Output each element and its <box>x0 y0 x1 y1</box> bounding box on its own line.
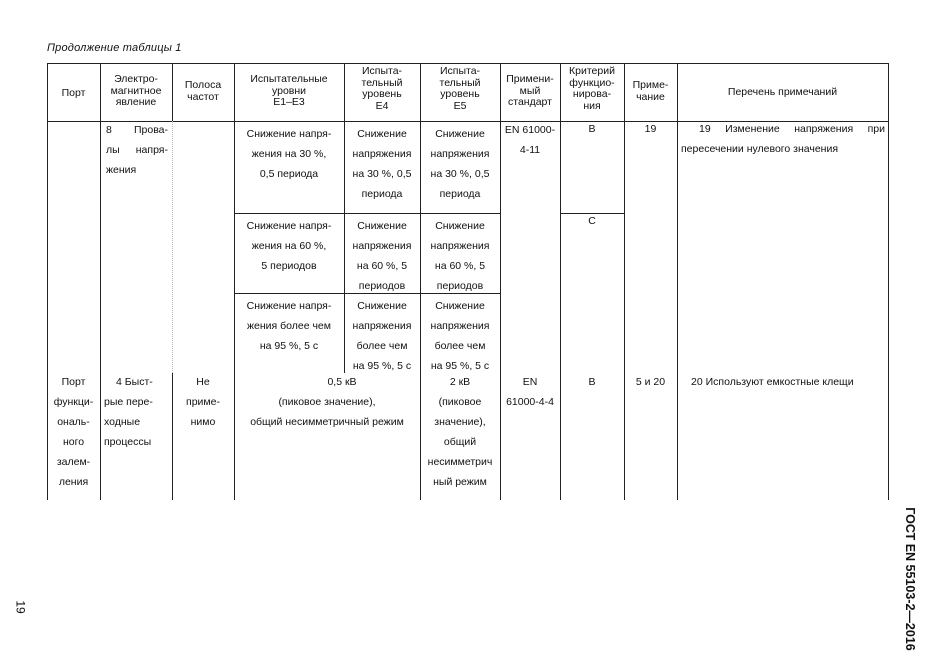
header-line: Испытательные <box>250 73 328 85</box>
cell-line: общий несимметричный режим <box>250 416 404 428</box>
row1-sub3-e5 <box>420 296 500 376</box>
header-line: Испыта- <box>439 65 481 77</box>
row1-note: 19 <box>644 123 657 135</box>
header-line: функцио- <box>569 76 615 89</box>
header-notes-list: Перечень примечаний <box>727 86 838 98</box>
header-band-line: частот <box>187 90 219 103</box>
cell-line: 8 Прова- <box>106 124 168 136</box>
sub-row-divider-1 <box>234 213 500 214</box>
cell-line: EN 61000- <box>504 124 556 136</box>
row2-band <box>172 372 234 432</box>
row1-sub2-e5 <box>420 216 500 296</box>
cell-line: напряжения <box>352 148 412 160</box>
cell-line: 19 Изменение напряжения при <box>699 123 885 135</box>
cell-line: напряжения <box>430 148 490 160</box>
document-title-vertical: ГОСТ EN 55103-2—2016 <box>902 507 917 651</box>
cell-line: периодов <box>436 280 484 292</box>
cell-line: нимо <box>190 416 216 428</box>
cell-line: на 60 %, 5 <box>434 260 486 272</box>
header-phenomenon-line: явление <box>115 96 157 108</box>
cell-line: на 95 %, 5 с <box>430 360 490 372</box>
cell-line: Снижение <box>435 220 485 232</box>
cell-line: на 30 %, 0,5 <box>352 168 412 180</box>
cell-line: более чем <box>434 340 486 352</box>
row1-criterion-c: C <box>588 215 596 227</box>
cell-line: функци- <box>53 396 94 408</box>
cell-line: 4 Быст- <box>116 376 153 388</box>
col-line-9 <box>677 63 678 500</box>
cell-line: периодов <box>358 280 406 292</box>
row1-standard <box>500 120 560 160</box>
row2-level-e5 <box>420 372 500 492</box>
cell-line: периода <box>361 188 403 200</box>
cell-line: Не <box>196 376 210 388</box>
cell-line: приме- <box>186 396 220 408</box>
cell-line: 0,5 кВ <box>327 376 357 388</box>
table-top-border <box>47 63 888 64</box>
cell-line: Снижение <box>357 220 407 232</box>
cell-line: рые пере- <box>104 396 153 408</box>
row1-notes-list <box>681 119 885 159</box>
header-line: чание <box>636 90 665 103</box>
header-line: нирова- <box>572 88 612 100</box>
header-levels-e1e3 <box>234 74 344 109</box>
cell-line: залем- <box>56 456 91 468</box>
cell-line: Снижение напря- <box>246 128 332 140</box>
cell-line: лы напря- <box>106 144 168 156</box>
cell-line: жения <box>106 164 137 176</box>
col-line-2-dotted <box>172 121 173 373</box>
header-phenomenon-line: Электро- <box>114 73 158 85</box>
cell-line: EN <box>522 376 538 388</box>
header-line: Критерий <box>569 65 615 77</box>
cell-line: ональ- <box>57 416 90 428</box>
cell-line: 0,5 периода <box>259 168 319 180</box>
row2-levels-e1e4 <box>234 372 420 432</box>
row2-port <box>47 372 100 492</box>
header-line: тельный <box>361 76 403 89</box>
header-line: тельный <box>439 76 481 89</box>
header-band <box>172 80 234 103</box>
cell-line: Снижение <box>357 300 407 312</box>
cell-line: напряжения <box>430 240 490 252</box>
header-level-e5 <box>420 66 500 112</box>
cell-line: на 95 %, 5 с <box>352 360 412 372</box>
header-level-e4 <box>344 66 420 112</box>
cell-line: Снижение <box>357 128 407 140</box>
header-band-line: Полоса <box>184 79 222 91</box>
cell-line: Снижение напря- <box>246 220 332 232</box>
cell-line: ного <box>62 436 85 448</box>
header-note <box>624 80 677 103</box>
header-line: уровень <box>440 88 480 100</box>
row1-sub1-e4 <box>344 124 420 204</box>
cell-line: более чем <box>356 340 408 352</box>
header-line: уровни <box>271 84 307 97</box>
cell-line: пересечении нулевого значения <box>681 143 839 155</box>
row1-sub3-e4 <box>344 296 420 376</box>
header-line: мый <box>519 84 541 97</box>
header-line: Примени- <box>506 73 554 85</box>
cell-line: ный режим <box>433 476 487 488</box>
cell-line: напряжения <box>352 320 412 332</box>
header-line: ния <box>583 99 601 112</box>
cell-line: периода <box>439 188 481 200</box>
header-phenomenon-line: магнитное <box>110 84 162 97</box>
header-line: Е4 <box>375 99 389 112</box>
header-line: уровень <box>362 88 402 100</box>
page-number: 19 <box>13 600 28 614</box>
table-caption: Продолжение таблицы 1 <box>47 42 182 54</box>
row2-phenomenon <box>104 372 168 452</box>
header-phenomenon <box>100 74 172 109</box>
cell-line: на 30 %, 0,5 <box>430 168 490 180</box>
cell-line: Снижение напря- <box>246 300 332 312</box>
cell-line: на 60 %, 5 <box>356 260 408 272</box>
row2-note: 5 и 20 <box>635 376 666 388</box>
cell-line: ходные <box>104 416 141 428</box>
cell-line: Порт <box>61 376 86 388</box>
cell-line: 61000-4-4 <box>506 396 554 408</box>
header-port: Порт <box>61 87 86 99</box>
cell-line: 5 периодов <box>261 260 317 272</box>
header-criterion <box>560 66 624 112</box>
row1-sub2-e4 <box>344 216 420 296</box>
cell-line: напряжения <box>430 320 490 332</box>
row1-sub1-e5 <box>420 124 500 204</box>
col-line-10 <box>888 63 889 500</box>
row1-criterion-b: B <box>588 123 596 135</box>
cell-line: процессы <box>104 436 152 448</box>
header-line: Приме- <box>632 79 669 91</box>
cell-line: несимметрич <box>427 456 493 468</box>
cell-line: 4-11 <box>519 144 541 156</box>
cell-line: жения на 60 %, <box>251 240 327 252</box>
header-line: стандарт <box>508 96 552 108</box>
header-line: Испыта- <box>361 65 403 77</box>
cell-line: (пиковое значение), <box>278 396 376 408</box>
row2-notes-list: 20 Используют емкостные клещи <box>691 376 854 388</box>
header-line: Е1–Е3 <box>273 96 305 108</box>
row2-standard <box>500 372 560 412</box>
cell-line: (пиковое <box>438 396 482 408</box>
cell-line: жения на 30 %, <box>251 148 327 160</box>
col-line-1 <box>100 63 101 500</box>
cell-line: общий <box>443 436 477 448</box>
row1-phenomenon <box>106 120 168 180</box>
cell-line: Снижение <box>435 300 485 312</box>
row1-sub3-e1e3 <box>234 296 344 356</box>
cell-line: значение), <box>434 416 486 428</box>
cell-line: ления <box>58 476 89 488</box>
row2-criterion: B <box>588 376 596 388</box>
cell-line: напряжения <box>352 240 412 252</box>
header-line: Е5 <box>453 99 467 112</box>
cell-line: Снижение <box>435 128 485 140</box>
row1-sub1-e1e3 <box>234 124 344 184</box>
cell-line: жения более чем <box>246 320 331 332</box>
header-standard <box>500 74 560 109</box>
cell-line: 2 кВ <box>449 376 471 388</box>
row1-sub2-e1e3 <box>234 216 344 276</box>
cell-line: на 95 %, 5 с <box>259 340 319 352</box>
